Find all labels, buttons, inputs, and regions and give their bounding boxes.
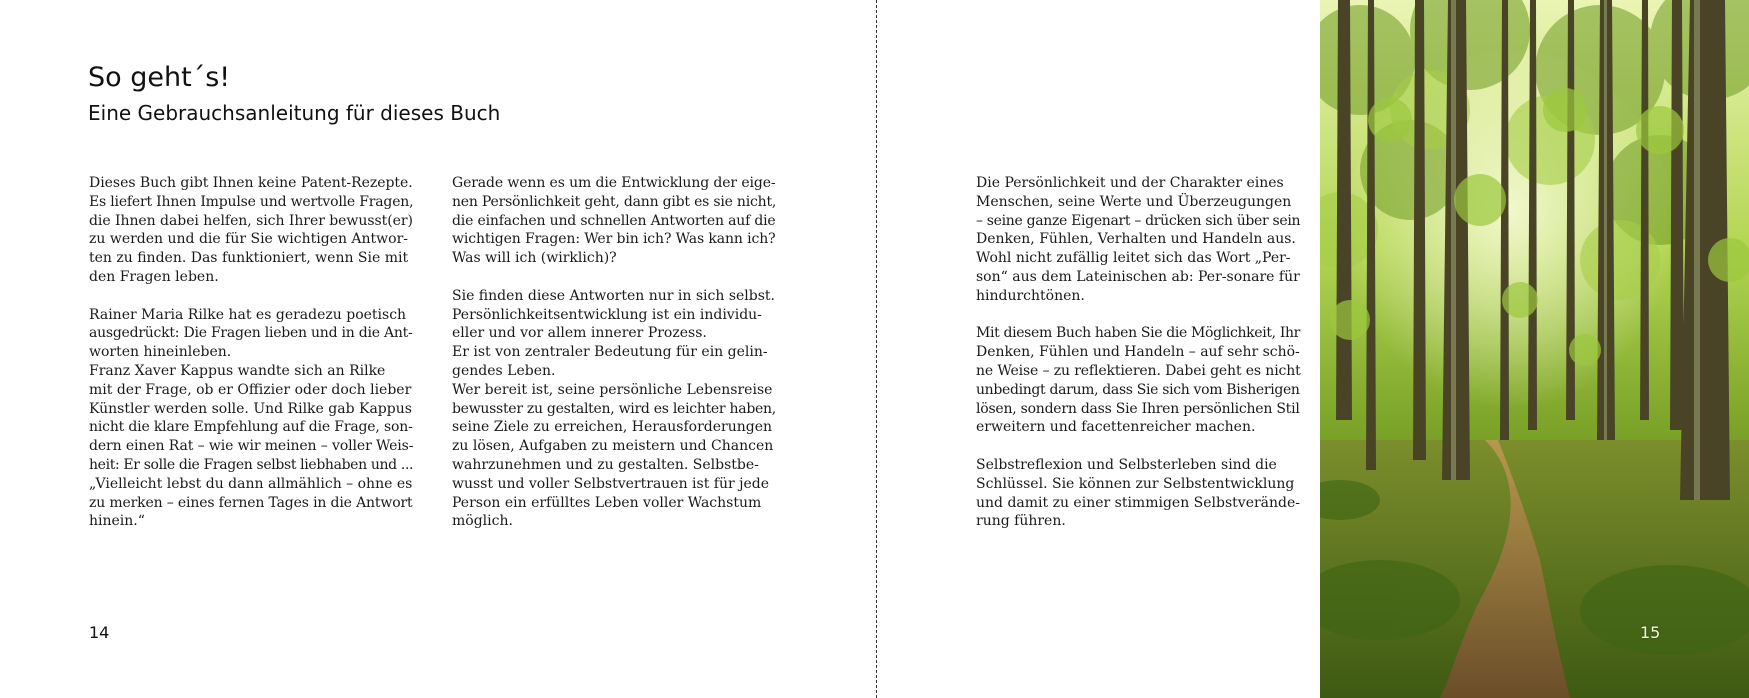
text-line: Schlüssel. Sie können zur Selbstentwicklung: [976, 475, 1295, 492]
text-line: zu lösen, Aufgaben zu meistern und Chancen: [452, 438, 774, 455]
text-line: Persönlichkeitsentwicklung ist ein individu-: [452, 306, 762, 323]
text-line: die einfachen und schnellen Antworten auf die: [452, 212, 776, 229]
text-line: hindurchtönen.: [976, 287, 1085, 304]
text-line: Menschen, seine Werte und Überzeugungen: [976, 193, 1292, 210]
text-line: heit: Er solle die Fragen selbst liebhaben und ...: [89, 456, 414, 473]
page-subtitle: Eine Gebrauchsanleitung für dieses Buch: [88, 101, 501, 125]
text-line: Die Persönlichkeit und der Charakter eines: [976, 175, 1284, 191]
text-line: Denken, Fühlen, Verhalten und Handeln aus.: [976, 231, 1296, 248]
forest-photo: [1320, 0, 1749, 698]
text-line: bewusster zu gestalten, wird es leichter haben,: [452, 400, 776, 417]
text-line: den Fragen leben.: [89, 268, 219, 285]
text-line: Wer bereit ist, seine persönliche Lebensreise: [452, 381, 773, 398]
text-line: nicht die klare Empfehlung auf die Frage, son-: [89, 419, 413, 436]
text-line: mit der Frage, ob er Offizier oder doch lieber: [89, 381, 412, 398]
text-line: erweitern und facettenreicher machen.: [976, 419, 1256, 436]
text-line: gendes Leben.: [452, 362, 556, 379]
text-line: hinein.“: [89, 513, 145, 530]
paragraph: [452, 174, 776, 268]
text-column-3: [976, 174, 1300, 531]
text-line: rung führen.: [976, 513, 1066, 530]
paragraph: [89, 306, 413, 362]
text-line: Künstler werden solle. Und Rilke gab Kappus: [89, 400, 412, 417]
page-title: So geht´s!: [88, 62, 231, 93]
paragraph: [976, 456, 1300, 531]
text-line: Er ist von zentraler Bedeutung für ein gelin-: [452, 344, 768, 361]
text-column-2: [452, 174, 776, 531]
text-line: möglich.: [452, 513, 513, 530]
text-line: ausgedrückt: Die Fragen lieben und in die Ant-: [89, 325, 413, 342]
text-line: dern einen Rat – wie wir meinen – voller Weis-: [89, 438, 414, 455]
paragraph: [976, 174, 1300, 306]
text-column-1: [89, 174, 413, 531]
text-line: die Ihnen dabei helfen, sich Ihrer bewusst(er): [89, 212, 413, 229]
text-line: lösen, sondern dass Sie Ihren persönlichen Stil: [976, 400, 1300, 417]
text-line: Wohl nicht zufällig leitet sich das Wort „Per-: [976, 250, 1291, 267]
paragraph: [89, 362, 413, 531]
text-line: worten hineinleben.: [89, 344, 232, 361]
page-number-right: 15: [1640, 623, 1661, 642]
text-line: ne Weise – zu reflektieren. Dabei geht es nicht: [976, 362, 1301, 379]
text-line: Sie finden diese Antworten nur in sich selbst.: [452, 287, 776, 304]
text-line: Franz Xaver Kappus wandte sich an Rilke: [89, 362, 386, 379]
text-line: Gerade wenn es um die Entwicklung der eige-: [452, 175, 776, 191]
forest-image: [1320, 0, 1749, 698]
text-line: Selbstreflexion und Selbsterleben sind die: [976, 456, 1277, 473]
text-line: son“ aus dem Lateinischen ab: Per-sonare für: [976, 268, 1300, 285]
paragraph: [976, 324, 1300, 437]
paragraph: [452, 381, 776, 531]
text-line: und damit zu einer stimmigen Selbstverände-: [976, 494, 1301, 511]
text-line: Person ein erfülltes Leben voller Wachstum: [452, 494, 762, 511]
text-line: zu merken – eines fernen Tages in die Antwort: [89, 494, 413, 511]
text-line: Rainer Maria Rilke hat es geradezu poetisch: [89, 306, 407, 323]
text-line: wichtigen Fragen: Wer bin ich? Was kann ich?: [452, 231, 776, 248]
text-line: Denken, Fühlen und Handeln – auf sehr schö-: [976, 344, 1300, 361]
text-line: ten zu finden. Das funktioniert, wenn Sie mit: [89, 250, 409, 267]
page-fold-line: [876, 0, 877, 698]
paragraph: [452, 287, 776, 343]
text-line: eller und vor allem innerer Prozess.: [452, 325, 707, 342]
text-line: Dieses Buch gibt Ihnen keine Patent-Rezepte.: [89, 175, 413, 191]
text-line: zu werden und die für Sie wichtigen Antwor-: [89, 231, 409, 248]
text-line: Mit diesem Buch haben Sie die Möglichkeit, Ihr: [976, 325, 1301, 342]
text-line: Es liefert Ihnen Impulse und wertvolle Fragen,: [89, 193, 414, 210]
text-line: wahrzunehmen und zu gestalten. Selbstbe-: [452, 456, 759, 473]
paragraph: [452, 343, 776, 381]
paragraph: [89, 174, 413, 287]
text-line: nen Persönlichkeit geht, dann gibt es sie nicht,: [452, 193, 777, 210]
page-number-left: 14: [89, 623, 110, 642]
text-line: wusst und voller Selbstvertrauen ist für jede: [452, 475, 770, 492]
text-line: unbedingt darum, dass Sie sich vom Bisherigen: [976, 381, 1300, 398]
text-line: seine Ziele zu erreichen, Herausforderungen: [452, 419, 773, 436]
text-line: „Vielleicht lebst du dann allmählich – ohne es: [89, 475, 413, 492]
text-line: – seine ganze Eigenart – drücken sich über sein: [976, 212, 1301, 229]
text-line: Was will ich (wirklich)?: [452, 250, 617, 267]
